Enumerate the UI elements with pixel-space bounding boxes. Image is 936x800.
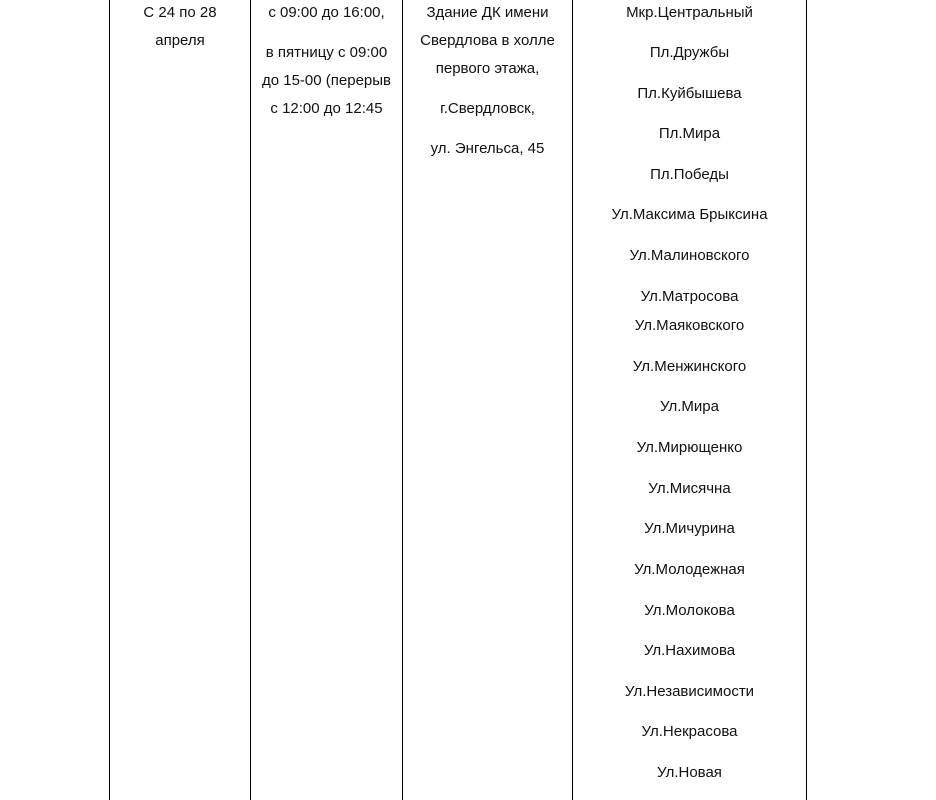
list-item: Пл.Победы (650, 166, 729, 183)
streets-list (573, 0, 806, 800)
list-item: Ул.Новая (657, 764, 722, 781)
table-border-right (806, 0, 807, 800)
hours-friday-line-1: в пятницу с 09:00 (265, 44, 388, 61)
place-building-line-3: первого этажа, (435, 60, 540, 77)
date-line-1: С 24 по 28 (143, 4, 217, 21)
list-item: Ул.Молокова (644, 602, 735, 619)
hours-weekday: с 09:00 до 16:00, (268, 4, 385, 21)
list-item: Ул.Мирющенко (636, 439, 743, 456)
hours-friday-line-2: до 15-00 (перерыв (261, 72, 392, 89)
place-building-line-1: Здание ДК имени (426, 4, 549, 21)
place-building-line-2: Свердлова в холле (420, 32, 555, 49)
list-item: Мкр.Центральный (626, 4, 753, 21)
list-item: Ул.Малиновского (629, 247, 750, 264)
list-item: Ул.Мисячна (648, 480, 731, 497)
list-item: Ул.Менжинского (632, 358, 747, 375)
hours-friday-line-3: с 12:00 до 12:45 (270, 100, 383, 117)
list-item: Ул.Максима Брыксина (611, 206, 768, 223)
list-item: Ул.Независимости (624, 683, 755, 700)
list-item: Ул.Мичурина (644, 520, 735, 537)
list-item: Ул.Нахимова (643, 642, 736, 659)
date-line-2: апреля (155, 32, 205, 49)
list-item: Ул.Молодежная (634, 561, 745, 578)
table-border-left (109, 0, 110, 800)
list-item: Пл.Дружбы (649, 44, 730, 61)
list-item: Пл.Мира (658, 125, 721, 142)
place-city: г.Свердловск, (440, 100, 535, 117)
list-item: Ул.Маяковского (634, 317, 745, 334)
list-item: Ул.Мира (659, 398, 719, 415)
list-item: Пл.Куйбышева (637, 85, 742, 102)
place-street: ул. Энгельса, 45 (430, 140, 545, 157)
list-item: Ул.Матросова (640, 288, 739, 305)
list-item: Ул.Некрасова (641, 723, 738, 740)
place-cell (403, 0, 572, 163)
date-cell (110, 0, 250, 55)
hours-cell (251, 0, 402, 123)
